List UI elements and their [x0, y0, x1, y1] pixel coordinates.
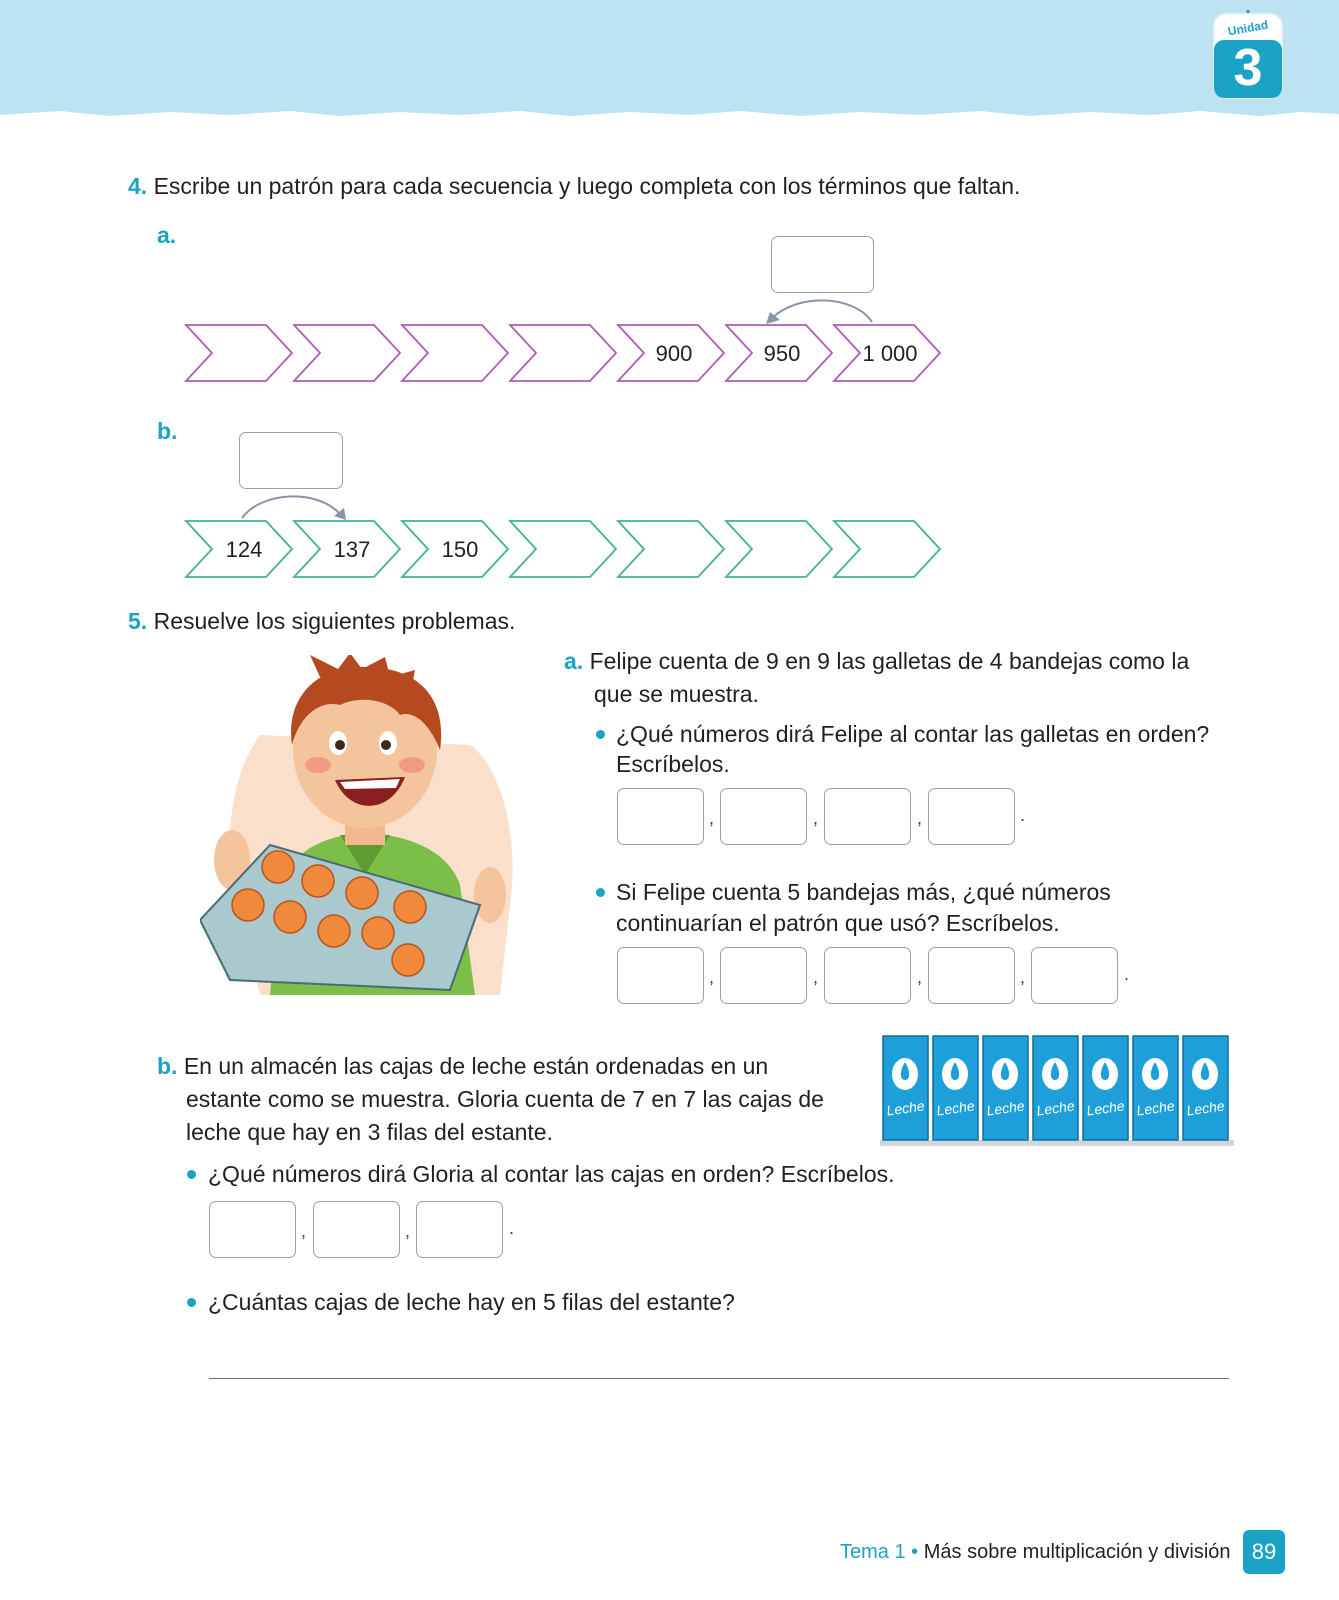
question-number: 5. [128, 608, 148, 634]
problem-5b-line1: En un almacén las cajas de leche están ordenadas en un [183, 1053, 769, 1079]
problem-5b-line3: leche que hay en 3 filas del estante. [186, 1119, 553, 1145]
comma-separator: , [813, 967, 819, 987]
answer-line[interactable] [209, 1378, 1229, 1379]
question-text: Resuelve los siguientes problemas. [153, 608, 516, 634]
comma-separator: , [1020, 967, 1026, 987]
pattern-box-b[interactable] [239, 432, 343, 489]
sequence-a-term-label: 1 000 [862, 341, 918, 366]
carton-label: Leche [985, 1097, 1026, 1119]
footer-topic [840, 1541, 1231, 1564]
answer-box[interactable] [416, 1201, 503, 1258]
period-separator: . [509, 1218, 515, 1238]
unit-label: Unidad [1226, 17, 1270, 39]
milk-cartons-illustration [880, 1032, 1234, 1152]
comma-separator: , [301, 1221, 307, 1241]
sequence-b [180, 518, 960, 580]
sequence-a [180, 322, 960, 384]
boy-with-cookie-tray-illustration [200, 655, 530, 1015]
bullet-5b-1: ¿Qué números dirá Gloria al contar las cajas en orden? Escríbelos. [208, 1161, 895, 1187]
question-4-title [128, 172, 1020, 200]
problem-5a [564, 645, 1234, 677]
sequence-a-term-label: 950 [763, 341, 801, 366]
answer-box[interactable] [720, 947, 807, 1004]
question-5-title [128, 607, 515, 635]
sequence-b-term[interactable] [510, 521, 616, 577]
carton-label: Leche [1035, 1097, 1076, 1119]
answer-box[interactable] [824, 947, 911, 1004]
page-number: 89 [1243, 1530, 1285, 1574]
answer-box[interactable] [928, 788, 1015, 845]
sequence-b-term-label: 150 [441, 537, 479, 562]
sequence-a-term-label: 900 [655, 341, 693, 366]
carton-label: Leche [1135, 1097, 1176, 1119]
bullet-5a-1-line2: Escríbelos. [616, 751, 730, 777]
answer-box[interactable] [617, 947, 704, 1004]
comma-separator: , [917, 967, 923, 987]
footer-subtitle: Más sobre multiplicación y división [923, 1541, 1231, 1563]
answer-box[interactable] [313, 1201, 400, 1258]
unit-number: 3 [1233, 39, 1263, 97]
answer-box[interactable] [209, 1201, 296, 1258]
answer-box[interactable] [617, 788, 704, 845]
comma-separator: , [709, 808, 715, 828]
bullet-icon [596, 888, 605, 897]
sequence-a-term[interactable] [510, 325, 616, 381]
bullet-icon [187, 1170, 196, 1179]
sequence-b-term[interactable] [834, 521, 940, 577]
unit-badge [1212, 10, 1284, 102]
problem-5a-line2: que se muestra. [594, 681, 759, 707]
answer-box[interactable] [824, 788, 911, 845]
sequence-a-term[interactable] [402, 325, 508, 381]
carton-label: Leche [1185, 1097, 1226, 1119]
comma-separator: , [917, 808, 923, 828]
sub-question-a-label: a. [564, 648, 584, 674]
bullet-icon [187, 1298, 196, 1307]
sequence-b-term[interactable] [618, 521, 724, 577]
pattern-box-a[interactable] [771, 236, 874, 293]
header-band [0, 0, 1339, 122]
bullet-5b-2: ¿Cuántas cajas de leche hay en 5 filas del estante? [208, 1289, 735, 1315]
period-separator: . [1124, 964, 1130, 984]
period-separator: . [1020, 805, 1026, 825]
comma-separator: , [709, 967, 715, 987]
sub-question-b-label: b. [157, 1053, 178, 1079]
carton-label: Leche [885, 1097, 926, 1119]
answer-box[interactable] [720, 788, 807, 845]
sequence-b-term-label: 137 [333, 537, 371, 562]
sequence-b-term-label: 124 [225, 537, 263, 562]
bullet-5a-2-line2: continuarían el patrón que usó? Escríbelos. [616, 910, 1060, 936]
comma-separator: , [405, 1221, 411, 1241]
answer-box[interactable] [1031, 947, 1118, 1004]
comma-separator: , [813, 808, 819, 828]
problem-5b-line2: estante como se muestra. Gloria cuenta de 7 en 7 las cajas de [186, 1086, 824, 1112]
sequence-a-term[interactable] [186, 325, 292, 381]
bullet-5a-2-line1: Si Felipe cuenta 5 bandejas más, ¿qué números [616, 879, 1111, 905]
answer-box[interactable] [928, 947, 1015, 1004]
carton-label: Leche [935, 1097, 976, 1119]
question-number: 4. [128, 173, 148, 199]
problem-5a-line1: Felipe cuenta de 9 en 9 las galletas de 4 bandejas como la [589, 648, 1190, 674]
sub-question-b-label: b. [157, 418, 178, 444]
footer-topic-label: Tema 1 [840, 1541, 906, 1563]
carton-label: Leche [1085, 1097, 1126, 1119]
milk-cartons-shelf [880, 1032, 1234, 1152]
problem-5b [157, 1050, 877, 1082]
bullet-5a-1-line1: ¿Qué números dirá Felipe al contar las galletas en orden? [616, 721, 1210, 747]
sequence-b-term[interactable] [726, 521, 832, 577]
bullet-icon [596, 730, 605, 739]
sub-question-a-label: a. [157, 222, 177, 248]
footer-bullet: • [911, 1541, 919, 1563]
sequence-a-term[interactable] [294, 325, 400, 381]
question-text: Escribe un patrón para cada secuencia y luego completa con los términos que faltan. [153, 173, 1021, 199]
